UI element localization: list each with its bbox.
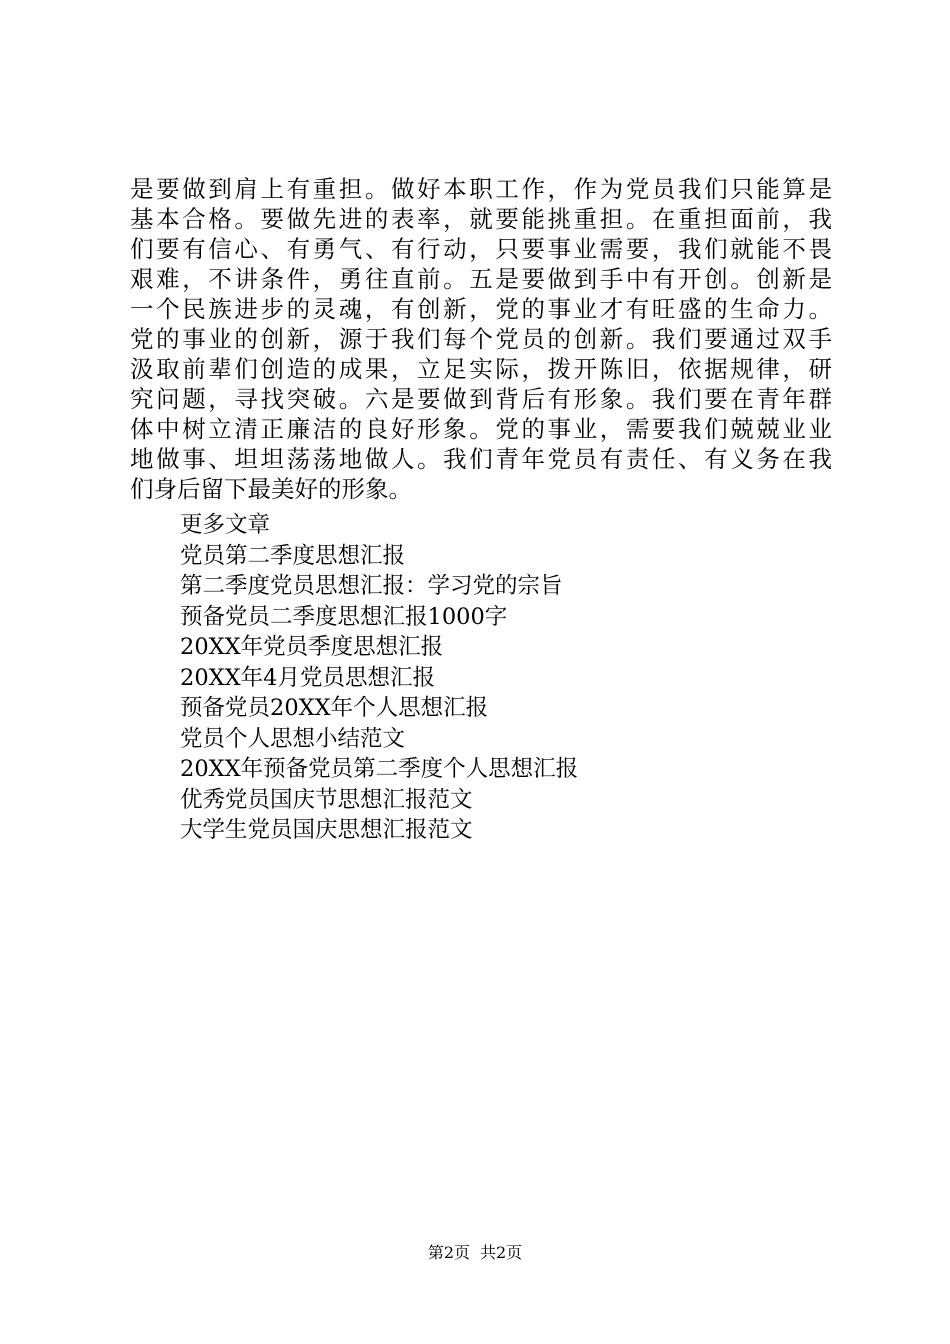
more-article-link[interactable]: 预备党员20XX年个人思想汇报 xyxy=(180,695,489,721)
more-article-link[interactable]: 党员个人思想小结范文 xyxy=(180,725,406,752)
more-article-link[interactable]: 预备党员二季度思想汇报1000字 xyxy=(180,603,508,630)
body-line: 究问题，寻找突破。六是要做到背后有形象。我们要在青年群 xyxy=(130,385,832,413)
body-line: 基本合格。要做先进的表率，就要能挑重担。在重担面前，我 xyxy=(130,205,832,233)
page-total: 共2页 xyxy=(480,1243,523,1262)
body-line: 们要有信心、有勇气、有行动，只要事业需要，我们就能不畏 xyxy=(130,235,832,263)
more-article-link[interactable]: 党员第二季度思想汇报 xyxy=(180,542,406,569)
body-line: 地做事、坦坦荡荡地做人。我们青年党员有责任、有义务在我 xyxy=(130,445,832,473)
body-line: 们身后留下最美好的形象。 xyxy=(130,475,412,503)
body-line: 党的事业的创新，源于我们每个党员的创新。我们要通过双手 xyxy=(130,325,832,353)
body-line: 汲取前辈们创造的成果，立足实际，拨开陈旧，依据规律，研 xyxy=(130,355,832,383)
body-line: 是要做到肩上有重担。做好本职工作，作为党员我们只能算是 xyxy=(130,175,832,203)
more-article-link[interactable]: 20XX年党员季度思想汇报 xyxy=(180,634,444,660)
more-article-link[interactable]: 第二季度党员思想汇报：学习党的宗旨 xyxy=(180,573,563,599)
more-article-link[interactable]: 20XX年4月党员思想汇报 xyxy=(180,664,435,691)
more-article-link[interactable]: 20XX年预备党员第二季度个人思想汇报 xyxy=(180,756,579,782)
more-articles-list xyxy=(180,510,578,846)
more-article-link[interactable]: 大学生党员国庆思想汇报范文 xyxy=(180,817,473,843)
more-articles-heading: 更多文章 xyxy=(180,512,271,538)
body-line: 一个民族进步的灵魂，有创新，党的事业才有旺盛的生命力。 xyxy=(130,295,832,323)
more-article-link[interactable]: 优秀党员国庆节思想汇报范文 xyxy=(180,786,473,813)
body-line: 艰难，不讲条件，勇往直前。五是要做到手中有开创。创新是 xyxy=(130,265,832,293)
document-body xyxy=(130,174,832,504)
page-number: 第2页 xyxy=(427,1243,470,1262)
page-footer xyxy=(0,1243,950,1263)
body-line: 体中树立清正廉洁的良好形象。党的事业，需要我们兢兢业业 xyxy=(130,415,832,443)
